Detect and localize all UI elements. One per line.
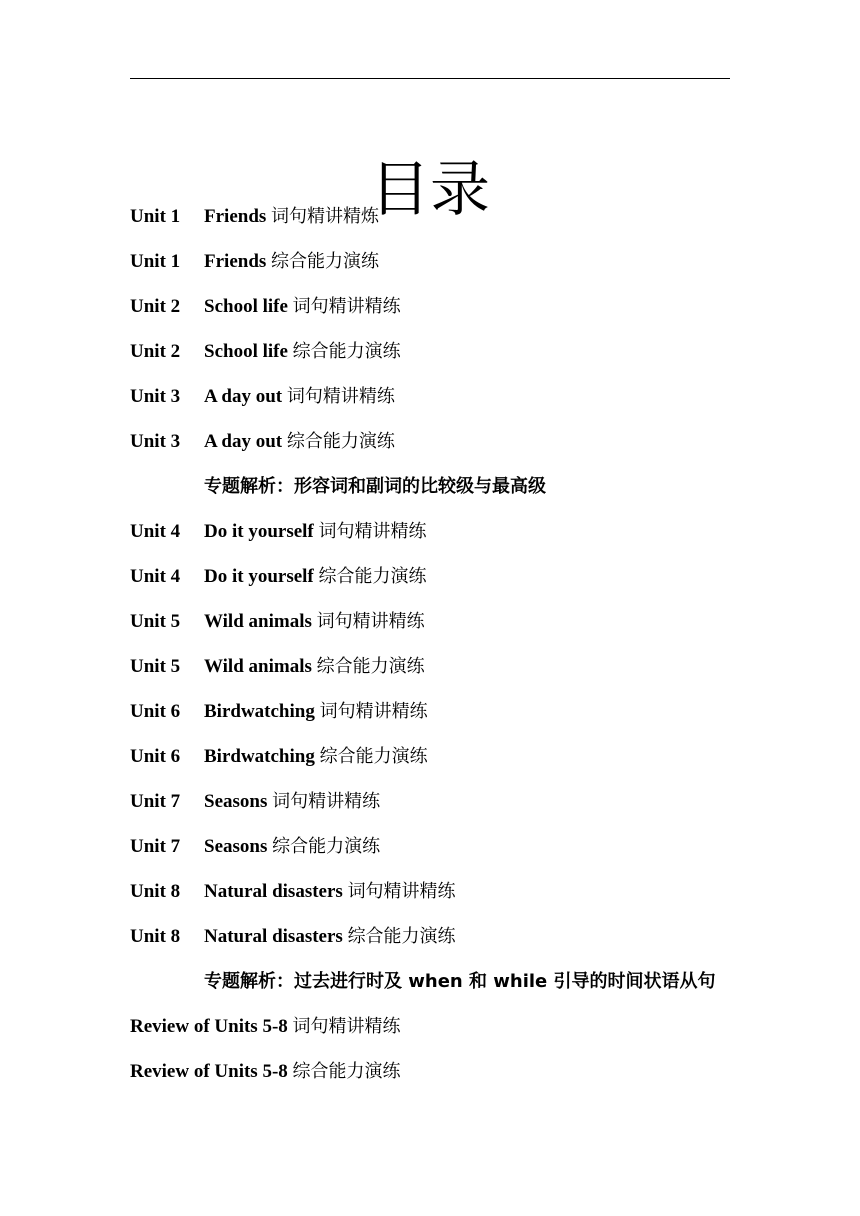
special-topic-title: 专题解析：形容词和副词的比较级与最高级: [204, 476, 546, 497]
unit-number: Unit 6: [130, 701, 181, 722]
section-type: 综合能力演练: [286, 431, 395, 452]
unit-number: Unit 3: [130, 431, 181, 452]
toc-review-entry[interactable]: [130, 1054, 740, 1099]
unit-topic: Wild animals: [204, 611, 312, 632]
page-title: 目录: [370, 155, 490, 226]
unit-number: Unit 8: [130, 926, 181, 947]
toc-entry[interactable]: [130, 649, 740, 694]
unit-number: Unit 2: [130, 341, 181, 362]
section-type: 综合能力演练: [347, 926, 456, 947]
toc-special-topic[interactable]: [130, 469, 740, 514]
section-type: 词句精讲精练: [318, 521, 427, 542]
section-type: 综合能力演练: [319, 746, 428, 767]
unit-number: Unit 2: [130, 296, 181, 317]
unit-number: Unit 8: [130, 881, 181, 902]
unit-topic: A day out: [204, 431, 283, 452]
toc-entry[interactable]: [130, 514, 740, 559]
unit-topic: Friends: [204, 251, 267, 272]
section-type: 综合能力演练: [271, 251, 380, 272]
unit-number: Unit 7: [130, 791, 181, 812]
unit-topic: Friends: [204, 206, 267, 227]
toc-entry[interactable]: [130, 829, 740, 874]
unit-topic: School life: [204, 296, 288, 317]
section-type: 综合能力演练: [318, 566, 427, 587]
special-topic-title: 专题解析：过去进行时及 when 和 while 引导的时间状语从句: [204, 971, 716, 992]
unit-number: Unit 4: [130, 521, 181, 542]
toc-entry[interactable]: [130, 874, 740, 919]
unit-topic: Do it yourself: [204, 521, 314, 542]
toc-special-topic[interactable]: [130, 964, 740, 1009]
section-type: 综合能力演练: [316, 656, 425, 677]
unit-topic: Wild animals: [204, 656, 312, 677]
unit-topic: Birdwatching: [204, 746, 315, 767]
unit-number: Unit 1: [130, 206, 181, 227]
toc-entry[interactable]: [130, 604, 740, 649]
unit-number: Unit 7: [130, 836, 181, 857]
unit-number: Unit 3: [130, 386, 181, 407]
unit-topic: Birdwatching: [204, 701, 315, 722]
section-type: 综合能力演练: [292, 1061, 401, 1082]
section-type: 综合能力演练: [292, 341, 401, 362]
section-type: 词句精讲精练: [316, 611, 425, 632]
unit-number: Unit 6: [130, 746, 181, 767]
table-of-contents: [130, 199, 740, 1099]
unit-number: Unit 4: [130, 566, 181, 587]
unit-topic: Do it yourself: [204, 566, 314, 587]
toc-entry[interactable]: [130, 424, 740, 469]
unit-number: Unit 1: [130, 251, 181, 272]
unit-topic: School life: [204, 341, 288, 362]
unit-topic: Seasons: [204, 836, 268, 857]
unit-topic: Natural disasters: [204, 926, 343, 947]
review-title: Review of Units 5-8: [130, 1016, 288, 1037]
toc-entry[interactable]: [130, 289, 740, 334]
toc-entry[interactable]: [130, 784, 740, 829]
toc-entry[interactable]: [130, 199, 740, 244]
header-rule: [130, 78, 730, 79]
toc-entry[interactable]: [130, 244, 740, 289]
unit-number: Unit 5: [130, 656, 181, 677]
section-type: 词句精讲精练: [272, 791, 381, 812]
section-type: 词句精讲精练: [319, 701, 428, 722]
toc-review-entry[interactable]: [130, 1009, 740, 1054]
toc-entry[interactable]: [130, 559, 740, 604]
toc-entry[interactable]: [130, 694, 740, 739]
section-type: 词句精讲精练: [292, 1016, 401, 1037]
review-title: Review of Units 5-8: [130, 1061, 288, 1082]
unit-topic: Seasons: [204, 791, 268, 812]
section-type: 词句精讲精练: [292, 296, 401, 317]
unit-topic: A day out: [204, 386, 283, 407]
toc-entry[interactable]: [130, 919, 740, 964]
toc-entry[interactable]: [130, 379, 740, 424]
section-type: 词句精讲精练: [286, 386, 395, 407]
toc-entry[interactable]: [130, 334, 740, 379]
unit-topic: Natural disasters: [204, 881, 343, 902]
unit-number: Unit 5: [130, 611, 181, 632]
section-type: 词句精讲精练: [347, 881, 456, 902]
section-type: 词句精讲精炼: [271, 206, 380, 227]
toc-entry[interactable]: [130, 739, 740, 784]
section-type: 综合能力演练: [272, 836, 381, 857]
